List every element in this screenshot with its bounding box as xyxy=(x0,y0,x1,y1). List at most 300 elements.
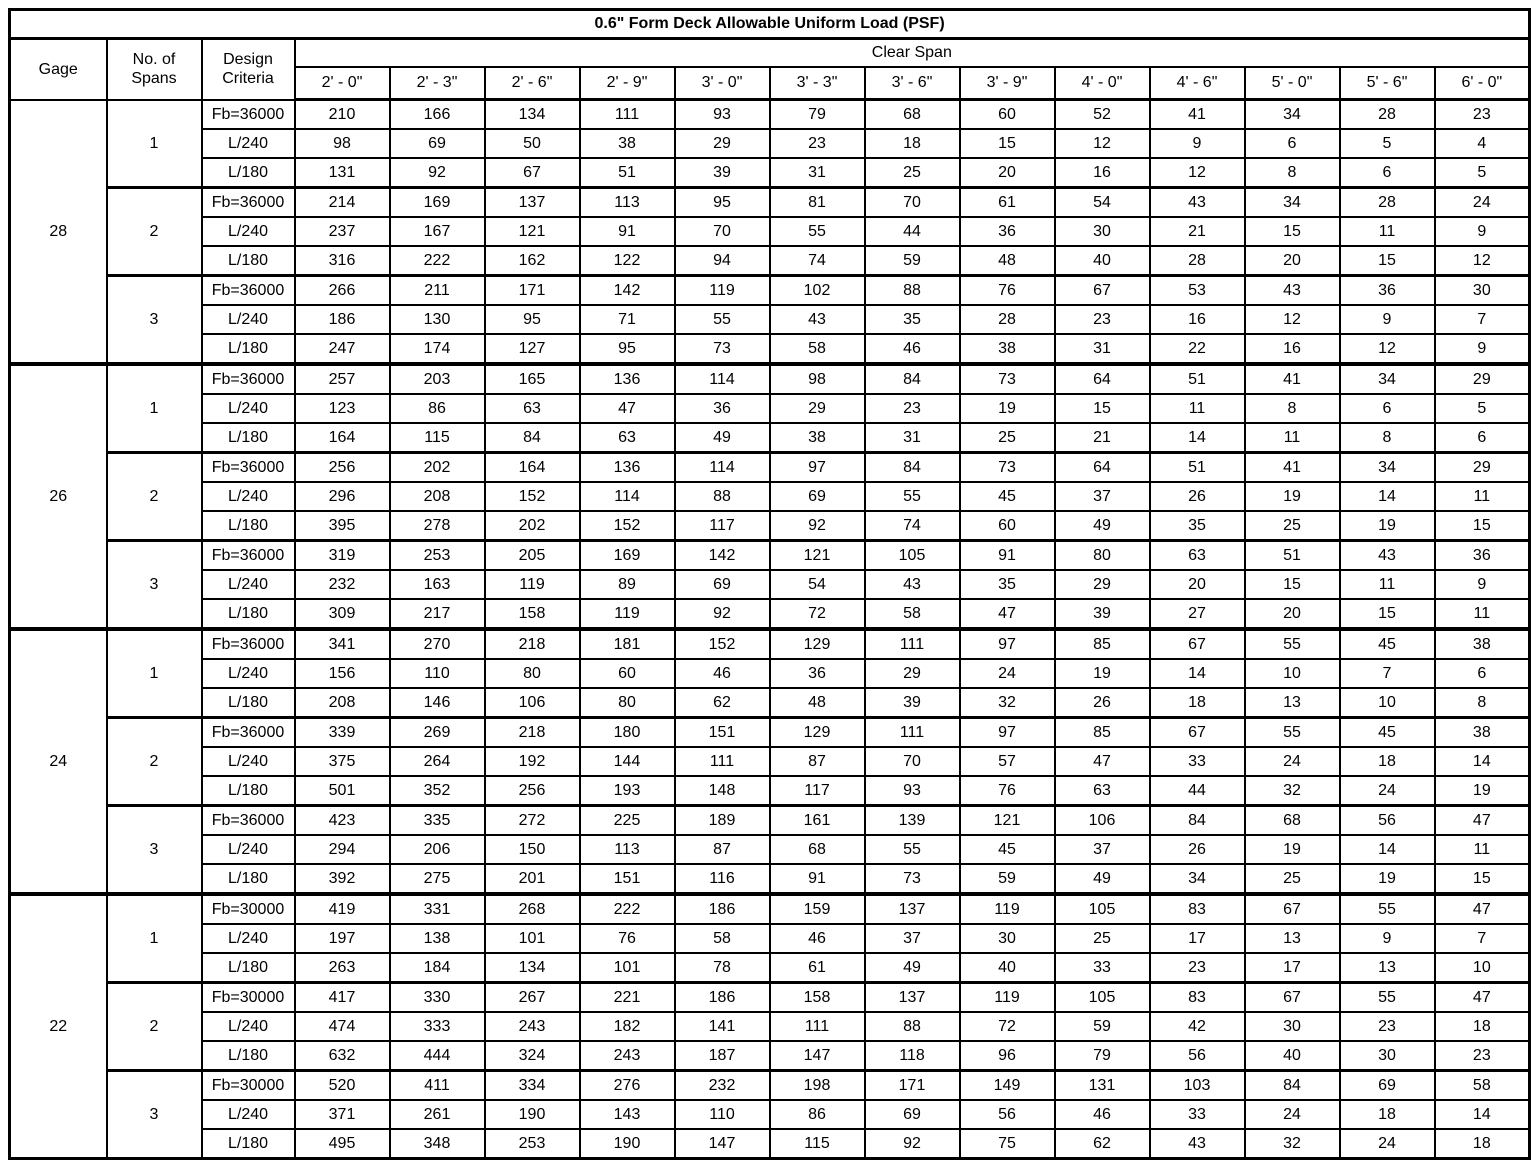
load-value-cell: 32 xyxy=(960,688,1055,718)
load-value-cell: 243 xyxy=(580,1041,675,1071)
load-value-cell: 30 xyxy=(960,924,1055,953)
load-value-cell: 15 xyxy=(1245,570,1340,599)
load-value-cell: 221 xyxy=(580,983,675,1013)
load-value-cell: 19 xyxy=(960,394,1055,423)
load-value-cell: 174 xyxy=(390,334,485,364)
load-value-cell: 47 xyxy=(1435,806,1530,836)
load-value-cell: 36 xyxy=(675,394,770,423)
load-value-cell: 30 xyxy=(1055,217,1150,246)
load-value-cell: 9 xyxy=(1340,924,1435,953)
table-row xyxy=(10,835,1530,864)
load-value-cell: 134 xyxy=(485,100,580,130)
design-criteria-cell: L/240 xyxy=(202,482,295,511)
load-value-cell: 33 xyxy=(1150,747,1245,776)
load-value-cell: 18 xyxy=(1340,747,1435,776)
load-value-cell: 139 xyxy=(865,806,960,836)
load-value-cell: 184 xyxy=(390,953,485,983)
load-value-cell: 243 xyxy=(485,1012,580,1041)
load-value-cell: 34 xyxy=(1245,100,1340,130)
load-value-cell: 14 xyxy=(1435,1100,1530,1129)
load-value-cell: 106 xyxy=(1055,806,1150,836)
spans-cell: 2 xyxy=(107,188,202,276)
load-value-cell: 111 xyxy=(770,1012,865,1041)
clear-span-column-header: 3' - 9" xyxy=(960,67,1055,100)
table-row xyxy=(10,334,1530,364)
load-value-cell: 202 xyxy=(485,511,580,541)
load-value-cell: 190 xyxy=(485,1100,580,1129)
design-criteria-cell: L/240 xyxy=(202,570,295,599)
load-value-cell: 218 xyxy=(485,629,580,659)
load-value-cell: 11 xyxy=(1340,570,1435,599)
load-value-cell: 35 xyxy=(865,305,960,334)
load-value-cell: 23 xyxy=(1435,100,1530,130)
load-value-cell: 81 xyxy=(770,188,865,218)
load-value-cell: 131 xyxy=(1055,1071,1150,1101)
load-value-cell: 21 xyxy=(1150,217,1245,246)
load-value-cell: 341 xyxy=(295,629,390,659)
design-criteria-cell: L/180 xyxy=(202,246,295,276)
load-value-cell: 276 xyxy=(580,1071,675,1101)
load-value-cell: 253 xyxy=(390,541,485,571)
load-value-cell: 63 xyxy=(580,423,675,453)
load-value-cell: 330 xyxy=(390,983,485,1013)
spans-cell: 1 xyxy=(107,100,202,188)
load-value-cell: 83 xyxy=(1150,894,1245,924)
load-value-cell: 43 xyxy=(1340,541,1435,571)
load-value-cell: 501 xyxy=(295,776,390,806)
load-value-cell: 43 xyxy=(1150,1129,1245,1159)
load-value-cell: 49 xyxy=(865,953,960,983)
table-row xyxy=(10,246,1530,276)
load-value-cell: 73 xyxy=(675,334,770,364)
load-value-cell: 123 xyxy=(295,394,390,423)
load-value-cell: 158 xyxy=(770,983,865,1013)
load-value-cell: 193 xyxy=(580,776,675,806)
title-row xyxy=(10,10,1530,39)
load-value-cell: 46 xyxy=(865,334,960,364)
load-value-cell: 6 xyxy=(1340,158,1435,188)
load-value-cell: 38 xyxy=(770,423,865,453)
clear-span-column-header: 6' - 0" xyxy=(1435,67,1530,100)
design-criteria-cell: Fb=36000 xyxy=(202,453,295,483)
load-value-cell: 5 xyxy=(1435,158,1530,188)
load-value-cell: 33 xyxy=(1055,953,1150,983)
load-value-cell: 70 xyxy=(865,188,960,218)
design-criteria-cell: L/180 xyxy=(202,158,295,188)
design-criteria-cell: Fb=36000 xyxy=(202,276,295,306)
load-value-cell: 48 xyxy=(960,246,1055,276)
load-value-cell: 19 xyxy=(1340,864,1435,894)
design-criteria-cell: L/180 xyxy=(202,776,295,806)
load-value-cell: 115 xyxy=(770,1129,865,1159)
table-row xyxy=(10,1129,1530,1159)
clear-span-column-header: 5' - 6" xyxy=(1340,67,1435,100)
load-value-cell: 136 xyxy=(580,364,675,394)
load-value-cell: 146 xyxy=(390,688,485,718)
load-value-cell: 334 xyxy=(485,1071,580,1101)
load-value-cell: 6 xyxy=(1245,129,1340,158)
load-value-cell: 129 xyxy=(770,629,865,659)
load-value-cell: 69 xyxy=(865,1100,960,1129)
load-value-cell: 161 xyxy=(770,806,865,836)
design-criteria-cell: Fb=36000 xyxy=(202,629,295,659)
load-value-cell: 55 xyxy=(1245,629,1340,659)
load-value-cell: 40 xyxy=(960,953,1055,983)
load-value-cell: 232 xyxy=(675,1071,770,1101)
load-value-cell: 275 xyxy=(390,864,485,894)
load-value-cell: 16 xyxy=(1055,158,1150,188)
load-value-cell: 55 xyxy=(865,835,960,864)
load-value-cell: 12 xyxy=(1150,158,1245,188)
load-value-cell: 25 xyxy=(1245,864,1340,894)
load-value-cell: 15 xyxy=(1435,511,1530,541)
load-value-cell: 67 xyxy=(1150,718,1245,748)
load-value-cell: 50 xyxy=(485,129,580,158)
load-value-cell: 114 xyxy=(675,364,770,394)
load-value-cell: 98 xyxy=(295,129,390,158)
gage-cell: 22 xyxy=(10,894,107,1159)
load-value-cell: 68 xyxy=(770,835,865,864)
load-value-cell: 12 xyxy=(1055,129,1150,158)
load-value-cell: 43 xyxy=(865,570,960,599)
load-value-cell: 4 xyxy=(1435,129,1530,158)
table-row xyxy=(10,100,1530,130)
load-value-cell: 103 xyxy=(1150,1071,1245,1101)
load-value-cell: 51 xyxy=(580,158,675,188)
load-value-cell: 113 xyxy=(580,188,675,218)
load-value-cell: 203 xyxy=(390,364,485,394)
load-value-cell: 261 xyxy=(390,1100,485,1129)
design-criteria-cell: L/240 xyxy=(202,1100,295,1129)
load-value-cell: 208 xyxy=(295,688,390,718)
load-value-cell: 14 xyxy=(1435,747,1530,776)
load-value-cell: 92 xyxy=(770,511,865,541)
load-value-cell: 150 xyxy=(485,835,580,864)
load-value-cell: 67 xyxy=(1245,894,1340,924)
spans-cell: 1 xyxy=(107,364,202,453)
load-value-cell: 117 xyxy=(675,511,770,541)
load-value-cell: 69 xyxy=(390,129,485,158)
load-value-cell: 208 xyxy=(390,482,485,511)
load-value-cell: 7 xyxy=(1435,305,1530,334)
load-value-cell: 11 xyxy=(1435,482,1530,511)
load-value-cell: 22 xyxy=(1150,334,1245,364)
load-value-cell: 23 xyxy=(1055,305,1150,334)
load-value-cell: 61 xyxy=(770,953,865,983)
load-value-cell: 101 xyxy=(485,924,580,953)
load-value-cell: 63 xyxy=(485,394,580,423)
load-value-cell: 38 xyxy=(1435,629,1530,659)
load-value-cell: 152 xyxy=(580,511,675,541)
load-value-cell: 122 xyxy=(580,246,675,276)
load-value-cell: 19 xyxy=(1055,659,1150,688)
clear-span-column-header: 2' - 9" xyxy=(580,67,675,100)
load-value-cell: 225 xyxy=(580,806,675,836)
load-value-cell: 51 xyxy=(1150,364,1245,394)
load-value-cell: 309 xyxy=(295,599,390,629)
no-of-spans-column-header: No. of Spans xyxy=(107,39,202,100)
load-value-cell: 98 xyxy=(770,364,865,394)
load-value-cell: 67 xyxy=(1245,983,1340,1013)
load-value-cell: 71 xyxy=(580,305,675,334)
design-criteria-cell: L/180 xyxy=(202,953,295,983)
load-value-cell: 38 xyxy=(1435,718,1530,748)
load-value-cell: 6 xyxy=(1340,394,1435,423)
load-value-cell: 35 xyxy=(1150,511,1245,541)
load-value-cell: 28 xyxy=(1150,246,1245,276)
load-value-cell: 24 xyxy=(1245,747,1340,776)
load-value-cell: 352 xyxy=(390,776,485,806)
design-criteria-cell: Fb=36000 xyxy=(202,364,295,394)
load-value-cell: 24 xyxy=(1340,776,1435,806)
load-value-cell: 19 xyxy=(1340,511,1435,541)
load-value-cell: 97 xyxy=(960,629,1055,659)
load-value-cell: 29 xyxy=(865,659,960,688)
spans-cell: 1 xyxy=(107,629,202,718)
load-value-cell: 23 xyxy=(770,129,865,158)
load-value-cell: 92 xyxy=(390,158,485,188)
load-value-cell: 296 xyxy=(295,482,390,511)
load-value-cell: 20 xyxy=(960,158,1055,188)
load-value-cell: 7 xyxy=(1435,924,1530,953)
load-value-cell: 95 xyxy=(485,305,580,334)
load-value-cell: 43 xyxy=(1245,276,1340,306)
load-value-cell: 17 xyxy=(1150,924,1245,953)
table-row xyxy=(10,482,1530,511)
load-value-cell: 119 xyxy=(675,276,770,306)
load-value-cell: 182 xyxy=(580,1012,675,1041)
table-row xyxy=(10,129,1530,158)
clear-span-column-header: 4' - 6" xyxy=(1150,67,1245,100)
load-value-cell: 148 xyxy=(675,776,770,806)
load-value-cell: 32 xyxy=(1245,1129,1340,1159)
load-value-cell: 23 xyxy=(1435,1041,1530,1071)
load-value-cell: 417 xyxy=(295,983,390,1013)
load-value-cell: 84 xyxy=(1150,806,1245,836)
table-row xyxy=(10,188,1530,218)
load-value-cell: 632 xyxy=(295,1041,390,1071)
load-value-cell: 180 xyxy=(580,718,675,748)
load-value-cell: 68 xyxy=(865,100,960,130)
load-value-cell: 28 xyxy=(1340,100,1435,130)
load-value-cell: 10 xyxy=(1435,953,1530,983)
load-value-cell: 116 xyxy=(675,864,770,894)
load-value-cell: 111 xyxy=(865,718,960,748)
clear-span-column-header: 2' - 0" xyxy=(295,67,390,100)
load-value-cell: 60 xyxy=(580,659,675,688)
load-value-cell: 53 xyxy=(1150,276,1245,306)
load-value-cell: 91 xyxy=(960,541,1055,571)
load-value-cell: 14 xyxy=(1150,423,1245,453)
load-value-cell: 95 xyxy=(580,334,675,364)
clear-span-header: Clear Span xyxy=(295,39,1530,68)
table-row xyxy=(10,511,1530,541)
load-value-cell: 44 xyxy=(865,217,960,246)
load-value-cell: 266 xyxy=(295,276,390,306)
load-value-cell: 67 xyxy=(485,158,580,188)
load-value-cell: 75 xyxy=(960,1129,1055,1159)
load-value-cell: 47 xyxy=(580,394,675,423)
load-value-cell: 92 xyxy=(865,1129,960,1159)
load-value-cell: 272 xyxy=(485,806,580,836)
load-value-cell: 26 xyxy=(1150,835,1245,864)
load-value-cell: 205 xyxy=(485,541,580,571)
design-criteria-cell: L/180 xyxy=(202,423,295,453)
load-value-cell: 79 xyxy=(1055,1041,1150,1071)
load-value-cell: 26 xyxy=(1055,688,1150,718)
load-value-cell: 38 xyxy=(580,129,675,158)
load-value-cell: 62 xyxy=(1055,1129,1150,1159)
load-value-cell: 42 xyxy=(1150,1012,1245,1041)
load-value-cell: 58 xyxy=(1435,1071,1530,1101)
load-value-cell: 45 xyxy=(1340,629,1435,659)
load-value-cell: 217 xyxy=(390,599,485,629)
load-value-cell: 111 xyxy=(675,747,770,776)
load-value-cell: 68 xyxy=(1245,806,1340,836)
design-criteria-cell: L/240 xyxy=(202,305,295,334)
table-row xyxy=(10,747,1530,776)
load-value-cell: 9 xyxy=(1435,334,1530,364)
table-row xyxy=(10,894,1530,924)
load-value-cell: 495 xyxy=(295,1129,390,1159)
table-row xyxy=(10,158,1530,188)
load-value-cell: 16 xyxy=(1245,334,1340,364)
load-value-cell: 11 xyxy=(1435,599,1530,629)
load-value-cell: 129 xyxy=(770,718,865,748)
load-value-cell: 97 xyxy=(960,718,1055,748)
load-value-cell: 15 xyxy=(1435,864,1530,894)
table-row xyxy=(10,1071,1530,1101)
load-value-cell: 25 xyxy=(1055,924,1150,953)
load-value-cell: 58 xyxy=(865,599,960,629)
table-row xyxy=(10,394,1530,423)
load-value-cell: 63 xyxy=(1150,541,1245,571)
load-value-cell: 69 xyxy=(1340,1071,1435,1101)
load-value-cell: 76 xyxy=(960,776,1055,806)
load-value-cell: 25 xyxy=(960,423,1055,453)
load-value-cell: 8 xyxy=(1245,158,1340,188)
load-value-cell: 17 xyxy=(1245,953,1340,983)
load-value-cell: 339 xyxy=(295,718,390,748)
load-value-cell: 84 xyxy=(865,364,960,394)
load-value-cell: 40 xyxy=(1245,1041,1340,1071)
load-value-cell: 64 xyxy=(1055,364,1150,394)
load-value-cell: 222 xyxy=(390,246,485,276)
load-value-cell: 256 xyxy=(295,453,390,483)
clear-span-column-header: 3' - 6" xyxy=(865,67,960,100)
table-row xyxy=(10,718,1530,748)
load-value-cell: 73 xyxy=(960,364,1055,394)
load-value-cell: 18 xyxy=(1150,688,1245,718)
table-row xyxy=(10,1012,1530,1041)
load-value-cell: 9 xyxy=(1340,305,1435,334)
load-value-cell: 12 xyxy=(1435,246,1530,276)
load-value-cell: 121 xyxy=(960,806,1055,836)
load-value-cell: 331 xyxy=(390,894,485,924)
load-value-cell: 166 xyxy=(390,100,485,130)
load-value-cell: 47 xyxy=(1055,747,1150,776)
table-row xyxy=(10,570,1530,599)
load-value-cell: 55 xyxy=(770,217,865,246)
load-value-cell: 51 xyxy=(1150,453,1245,483)
table-header xyxy=(10,10,1530,100)
load-value-cell: 189 xyxy=(675,806,770,836)
load-value-cell: 39 xyxy=(675,158,770,188)
design-criteria-cell: L/240 xyxy=(202,924,295,953)
load-value-cell: 52 xyxy=(1055,100,1150,130)
table-row xyxy=(10,1100,1530,1129)
load-value-cell: 95 xyxy=(675,188,770,218)
load-value-cell: 18 xyxy=(1340,1100,1435,1129)
load-value-cell: 8 xyxy=(1340,423,1435,453)
load-value-cell: 9 xyxy=(1150,129,1245,158)
load-value-cell: 159 xyxy=(770,894,865,924)
load-value-cell: 9 xyxy=(1435,570,1530,599)
load-value-cell: 169 xyxy=(390,188,485,218)
table-row xyxy=(10,217,1530,246)
load-value-cell: 24 xyxy=(960,659,1055,688)
load-value-cell: 48 xyxy=(770,688,865,718)
load-value-cell: 192 xyxy=(485,747,580,776)
load-value-cell: 94 xyxy=(675,246,770,276)
load-value-cell: 520 xyxy=(295,1071,390,1101)
load-value-cell: 15 xyxy=(1245,217,1340,246)
load-value-cell: 67 xyxy=(1150,629,1245,659)
load-value-cell: 41 xyxy=(1245,364,1340,394)
load-value-cell: 80 xyxy=(580,688,675,718)
load-value-cell: 59 xyxy=(960,864,1055,894)
load-value-cell: 21 xyxy=(1055,423,1150,453)
load-value-cell: 83 xyxy=(1150,983,1245,1013)
load-value-cell: 119 xyxy=(960,894,1055,924)
load-value-cell: 149 xyxy=(960,1071,1055,1101)
load-value-cell: 13 xyxy=(1340,953,1435,983)
load-value-cell: 30 xyxy=(1245,1012,1340,1041)
load-value-cell: 54 xyxy=(1055,188,1150,218)
load-value-cell: 28 xyxy=(960,305,1055,334)
load-value-cell: 163 xyxy=(390,570,485,599)
load-value-cell: 67 xyxy=(1055,276,1150,306)
load-value-cell: 264 xyxy=(390,747,485,776)
load-value-cell: 206 xyxy=(390,835,485,864)
load-value-cell: 59 xyxy=(865,246,960,276)
load-value-cell: 152 xyxy=(675,629,770,659)
load-value-cell: 60 xyxy=(960,511,1055,541)
load-value-cell: 142 xyxy=(580,276,675,306)
load-value-cell: 31 xyxy=(1055,334,1150,364)
load-value-cell: 84 xyxy=(1245,1071,1340,1101)
design-criteria-cell: Fb=36000 xyxy=(202,100,295,130)
load-value-cell: 11 xyxy=(1435,835,1530,864)
load-value-cell: 105 xyxy=(1055,983,1150,1013)
load-value-cell: 6 xyxy=(1435,659,1530,688)
load-value-cell: 268 xyxy=(485,894,580,924)
load-value-cell: 47 xyxy=(1435,894,1530,924)
load-value-cell: 14 xyxy=(1150,659,1245,688)
load-value-cell: 72 xyxy=(960,1012,1055,1041)
design-criteria-column-header: Design Criteria xyxy=(202,39,295,100)
design-criteria-cell: L/240 xyxy=(202,394,295,423)
load-value-cell: 27 xyxy=(1150,599,1245,629)
load-value-cell: 101 xyxy=(580,953,675,983)
load-value-cell: 76 xyxy=(960,276,1055,306)
load-value-cell: 316 xyxy=(295,246,390,276)
load-value-cell: 84 xyxy=(485,423,580,453)
table-body xyxy=(10,100,1530,1159)
load-value-cell: 158 xyxy=(485,599,580,629)
load-value-cell: 392 xyxy=(295,864,390,894)
load-value-cell: 38 xyxy=(960,334,1055,364)
